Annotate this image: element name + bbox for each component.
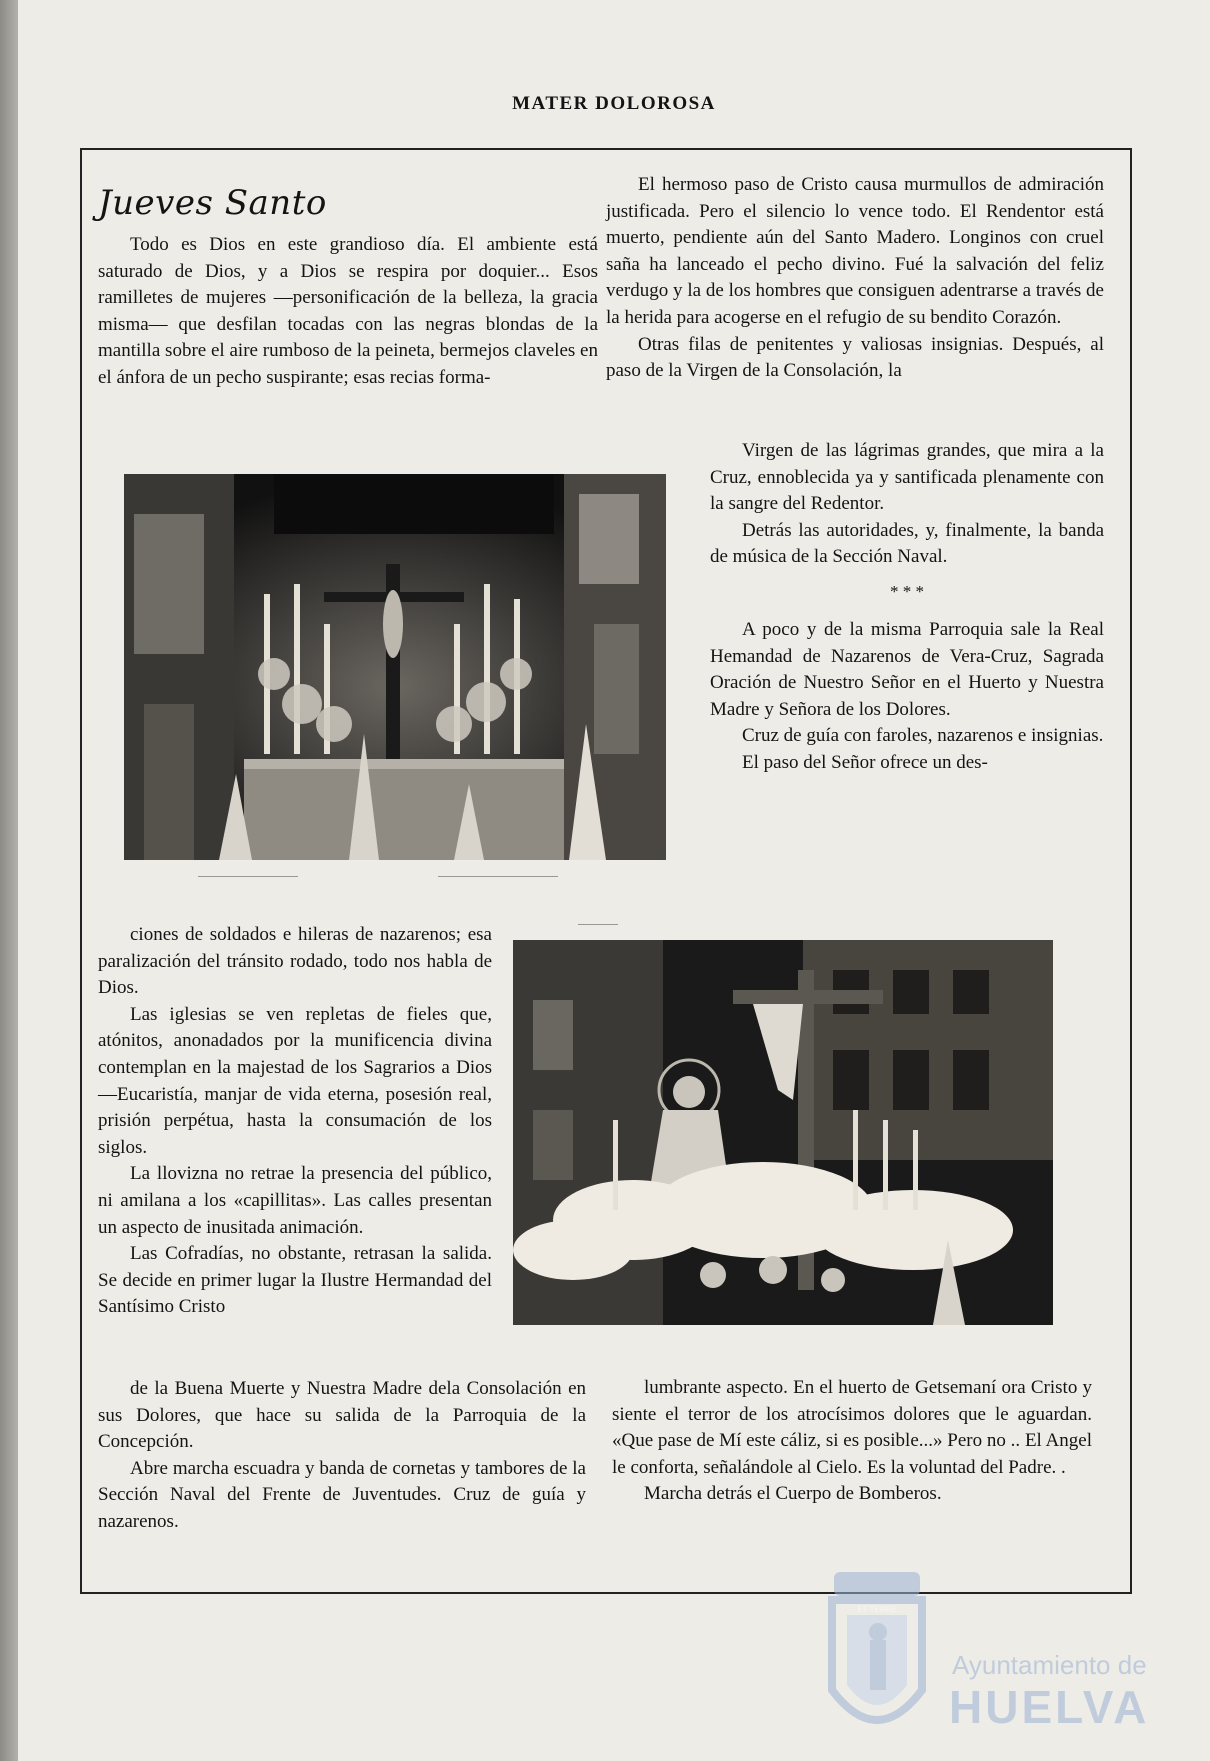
paragraph: La llovizna no retrae la presencia del público, ni amilana a los «capillitas». Las calles presentan un aspecto de inusitada animación. <box>98 1163 492 1238</box>
running-header: MATER DOLOROSA <box>512 93 716 114</box>
paragraph: Las Cofradías, no obstante, retrasan la salida. Se decide en primer lugar la Ilustre Hermandad del Santísimo Cristo <box>98 1243 492 1318</box>
watermark-line-2: HUELVA <box>949 1681 1150 1733</box>
column-bottom-left <box>98 922 492 1321</box>
paragraph: Todo es Dios en este grandioso día. El ambiente está saturado de Dios, y a Dios se respira por doquier... Esos ramilletes de mujeres —personificación de la belleza, la gracia misma— que desfilan tocadas con las negras blondas de la mantilla sobre el aire rumboso de la peineta, bermejos claveles en el ánfora de un pecho suspirante; esas recias forma- <box>98 234 598 388</box>
paragraph: Marcha detrás el Cuerpo de Bomberos. <box>644 1483 942 1505</box>
paragraph: El hermoso paso de Cristo causa murmullos de admiración justificada. Pero el silencio lo vence todo. El Rendentor está muerto, pendiente aún del Santo Madero. Longinos con cruel saña ha lanceado el pecho divino. Fué la salvación del feliz verdugo y la de los hombres que consiguen adentrarse a través de la herida para acogerse en el refugio de su bendito Corazón. <box>606 174 1104 328</box>
shield-motto: ET TERRE <box>857 1605 897 1614</box>
column-bottom-left-wide <box>98 1376 586 1536</box>
paragraph-group <box>606 172 1104 385</box>
article-title: Jueves Santo <box>98 183 327 223</box>
paragraph: A poco y de la misma Parroquia sale la Real Hemandad de Nazarenos de Vera-Cruz, Sagrada Oración de Nuestro Señor en el Huerto y Nuestra Madre y Señora de los Dolores. <box>710 618 1104 720</box>
paragraph-group <box>612 1375 1092 1508</box>
paragraph: Las iglesias se ven repletas de fieles que, atónitos, anonadados por la munificencia divina contemplan en la majestad de los Sagrarios a Dios—Eucaristía, manjar de vida eterna, posesión real, prisión perpétua, hasta la consumación de los siglos. <box>98 1003 492 1158</box>
paragraph: ciones de soldados e hileras de nazarenos; esa paralización del tránsito rodado, todo nos habla de Dios. <box>98 924 492 999</box>
column-top-right-narrow <box>710 438 1104 777</box>
column-top-left <box>98 178 598 392</box>
procession-christ-photo <box>124 474 666 860</box>
paragraph-group <box>710 438 1104 571</box>
print-rule <box>578 924 618 925</box>
section-separator: * * * <box>890 581 924 601</box>
ayuntamiento-huelva-watermark <box>812 1560 1152 1750</box>
watermark-line-1: Ayuntamiento de <box>952 1650 1147 1680</box>
book-binding-edge <box>0 0 18 1761</box>
paragraph-group <box>98 922 492 1321</box>
paragraph-group <box>98 1376 586 1536</box>
paragraph: Otras filas de penitentes y valiosas insignias. Después, al paso de la Virgen de la Consolación, la <box>606 333 1104 382</box>
magazine-page <box>18 0 1210 1761</box>
print-rule <box>438 876 558 877</box>
huelva-shield-icon <box>812 1560 942 1750</box>
paragraph-group <box>710 617 1104 777</box>
paragraph: Virgen de las lágrimas grandes, que mira a la Cruz, ennoblecida ya y santificada plenamente con la sangre del Redentor. <box>710 440 1104 515</box>
paragraph: lumbrante aspecto. En el huerto de Getsemaní ora Cristo y siente el terror de los atrocísimos dolores que le aguardan. «Que pase de Mí este cáliz, si es posible...» Pero no .. El Angel le conforta, señalándole al Cielo. Es la voluntad del Padre. . <box>612 1377 1092 1478</box>
procession-virgin-photo <box>513 940 1053 1325</box>
paragraph-group <box>98 232 598 392</box>
paragraph: El paso del Señor ofrece un des- <box>742 751 988 773</box>
paragraph: Detrás las autoridades, y, finalmente, la banda de música de la Sección Naval. <box>710 519 1104 568</box>
paragraph: de la Buena Muerte y Nuestra Madre dela Consolación en sus Dolores, que hace su salida de la Parroquia de la Concepción. <box>98 1378 586 1453</box>
column-top-right <box>606 172 1104 385</box>
paragraph: Cruz de guía con faroles, nazarenos e insignias. <box>742 725 1104 747</box>
paragraph: Abre marcha escuadra y banda de cornetas y tambores de la Sección Naval del Frente de Juventudes. Cruz de guía y nazarenos. <box>98 1457 586 1532</box>
column-bottom-right <box>612 1375 1092 1508</box>
print-rule <box>198 876 298 877</box>
